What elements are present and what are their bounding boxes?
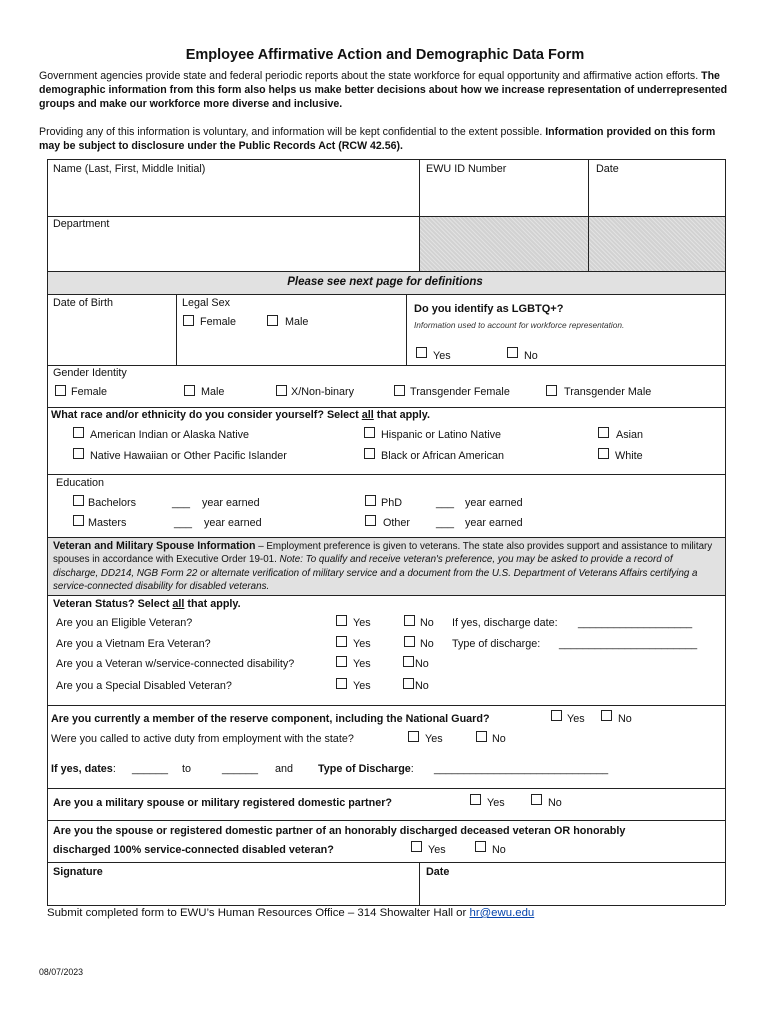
- dates-to-label: to: [182, 763, 192, 775]
- masters-year-label: year earned: [204, 517, 262, 529]
- education-bachelors-label: Bachelors: [88, 497, 137, 509]
- special-disabled-veteran-yes-label: Yes: [353, 680, 371, 692]
- eligible-veteran-no-checkbox[interactable]: [404, 615, 415, 626]
- race-black-label: Black or African American: [381, 450, 505, 462]
- eligible-veteran-yes-label: Yes: [353, 617, 371, 629]
- military-spouse-yes-checkbox[interactable]: [470, 794, 481, 805]
- intro-text: Government agencies provide state and federal periodic reports about the state workforce for equal opportunity and affirmative action efforts.: [39, 70, 699, 82]
- deceased-veteran-no-label: No: [492, 844, 506, 856]
- special-disabled-veteran-no-label: No: [415, 680, 429, 692]
- race-hispanic-label: Hispanic or Latino Native: [381, 429, 502, 441]
- phd-year-label: year earned: [465, 497, 523, 509]
- active-duty-no-checkbox[interactable]: [476, 731, 487, 742]
- veteran-status-text: Veteran Status? Select: [53, 598, 173, 610]
- race-american-indian-label: American Indian or Alaska Native: [90, 429, 250, 441]
- start-date-blank[interactable]: ______: [132, 763, 169, 775]
- department-field-label: Department: [53, 218, 110, 230]
- reserve-discharge-type: [318, 763, 414, 775]
- intro-paragraph: [39, 69, 739, 111]
- reserve-yes-checkbox[interactable]: [551, 710, 562, 721]
- bachelors-year-label: year earned: [202, 497, 260, 509]
- race-question-all: all: [361, 409, 374, 421]
- gender-identity-label: Gender Identity: [53, 367, 127, 379]
- public-records-text: Information provided on this form may be subject to disclosure under the Public Records Act (RCW 42.56).: [39, 126, 716, 152]
- education-bachelors-checkbox[interactable]: [73, 495, 84, 506]
- reserve-discharge-type-label: Type of Discharge: [318, 763, 411, 775]
- submission-instructions: [47, 907, 534, 919]
- signature-label: Signature: [53, 866, 103, 878]
- race-native-hawaiian-checkbox[interactable]: [73, 448, 84, 459]
- gender-female-label: Female: [71, 386, 108, 398]
- disabled-veteran-question: Are you a Veteran w/service-connected disability?: [56, 658, 295, 670]
- vietnam-veteran-yes-label: Yes: [353, 638, 371, 650]
- gender-transgender-female-checkbox[interactable]: [394, 385, 405, 396]
- gender-transgender-male-checkbox[interactable]: [546, 385, 557, 396]
- deceased-veteran-yes-label: Yes: [428, 844, 446, 856]
- if-yes-dates-colon: :: [112, 763, 116, 775]
- legal-sex-male-label: Male: [285, 316, 309, 328]
- lgbtq-note: Information used to account for workforce representation.: [414, 320, 625, 330]
- veteran-info-header: [53, 540, 713, 594]
- active-duty-yes-checkbox[interactable]: [408, 731, 419, 742]
- legal-sex-female-checkbox[interactable]: [183, 315, 194, 326]
- veteran-header-text: – Employment preference is given to veterans. The state also provides support and assistance to military spouses in accordance with Executive Order 19-01.: [53, 541, 713, 566]
- military-spouse-no-checkbox[interactable]: [531, 794, 542, 805]
- special-disabled-veteran-yes-checkbox[interactable]: [336, 678, 347, 689]
- eligible-veteran-question: Are you an Eligible Veteran?: [56, 617, 193, 629]
- confidentiality-paragraph: [39, 125, 739, 153]
- bachelors-year-blank[interactable]: ___: [172, 497, 191, 509]
- reserve-question: Are you currently a member of the reserve component, including the National Guard?: [51, 713, 490, 725]
- dob-label: Date of Birth: [53, 297, 114, 309]
- eligible-veteran-no-label: No: [420, 617, 434, 629]
- military-spouse-question: Are you a military spouse or military registered domestic partner?: [53, 797, 393, 809]
- reserve-no-checkbox[interactable]: [601, 710, 612, 721]
- vietnam-veteran-no-checkbox[interactable]: [404, 636, 415, 647]
- race-black-checkbox[interactable]: [364, 448, 375, 459]
- signature-date-label: Date: [426, 866, 450, 878]
- disabled-veteran-no-checkbox[interactable]: [403, 656, 414, 667]
- race-native-hawaiian-label: Native Hawaiian or Other Pacific Islander: [90, 450, 287, 462]
- reserve-yes-label: Yes: [567, 713, 585, 725]
- end-date-blank[interactable]: ______: [222, 763, 259, 775]
- veteran-status-end: that apply.: [184, 598, 241, 610]
- active-duty-question: Were you called to active duty from employment with the state?: [51, 733, 354, 745]
- legal-sex-female-label: Female: [200, 316, 237, 328]
- military-spouse-no-label: No: [548, 797, 562, 809]
- race-question-end: that apply.: [373, 409, 430, 421]
- active-duty-no-label: No: [492, 733, 506, 745]
- race-white-label: White: [615, 450, 643, 462]
- education-phd-label: PhD: [381, 497, 403, 509]
- race-hispanic-checkbox[interactable]: [364, 427, 375, 438]
- eligible-veteran-yes-checkbox[interactable]: [336, 615, 347, 626]
- gender-transgender-female-label: Transgender Female: [410, 386, 510, 398]
- reserve-discharge-type-colon: :: [410, 763, 414, 775]
- lgbtq-question: Do you identify as LGBTQ+?: [414, 303, 564, 315]
- race-asian-checkbox[interactable]: [598, 427, 609, 438]
- race-american-indian-checkbox[interactable]: [73, 427, 84, 438]
- ewu-id-field-label: EWU ID Number: [426, 163, 507, 175]
- masters-year-blank[interactable]: ___: [174, 517, 193, 529]
- other-year-blank[interactable]: ___: [436, 517, 455, 529]
- discharge-date-blank[interactable]: ___________________: [578, 617, 693, 629]
- discharge-date-label: If yes, discharge date:: [452, 617, 558, 629]
- race-question-text: What race and/or ethnicity do you consider yourself? Select: [51, 409, 362, 421]
- date-field-label: Date: [596, 163, 619, 175]
- vietnam-veteran-yes-checkbox[interactable]: [336, 636, 347, 647]
- education-masters-label: Masters: [88, 517, 127, 529]
- education-label: Education: [56, 477, 105, 489]
- discharge-type-label: Type of discharge:: [452, 638, 541, 650]
- submission-text: Submit completed form to EWU’s Human Resources Office – 314 Showalter Hall or: [47, 907, 470, 919]
- disabled-veteran-yes-label: Yes: [353, 658, 371, 670]
- gender-transgender-male-label: Transgender Male: [564, 386, 652, 398]
- deceased-veteran-no-checkbox[interactable]: [475, 841, 486, 852]
- veteran-header-note: Note: To qualify and receive veteran's preference, you may be asked to provide a record of discharge, DD214, NGB Form 22 or alternate verification of military service and a document from the U.S. Department of Veterans Affairs certifying a service-connected disability for disabled veterans.: [53, 554, 698, 593]
- if-yes-dates-label: If yes, dates: [51, 763, 113, 775]
- veteran-status-label: [53, 598, 241, 610]
- special-disabled-veteran-question: Are you a Special Disabled Veteran?: [56, 680, 232, 692]
- legal-sex-male-checkbox[interactable]: [267, 315, 278, 326]
- deceased-veteran-yes-checkbox[interactable]: [411, 841, 422, 852]
- intro-bold-text: The demographic information from this form also helps us make better decisions about how we increase representation of underrepresented groups and make our workforce more diverse and inclusive.: [39, 70, 728, 110]
- lgbtq-yes-checkbox[interactable]: [416, 347, 427, 358]
- reserve-no-label: No: [618, 713, 632, 725]
- gender-nonbinary-label: X/Non-binary: [291, 386, 355, 398]
- lgbtq-no-label: No: [524, 350, 538, 362]
- education-other-checkbox[interactable]: [365, 515, 376, 526]
- deceased-veteran-question-line2: discharged 100% service-connected disabled veteran?: [53, 844, 334, 856]
- deceased-veteran-question-line1: Are you the spouse or registered domestic partner of an honorably discharged deceased veteran OR honorably: [53, 825, 626, 837]
- disabled-veteran-yes-checkbox[interactable]: [336, 656, 347, 667]
- name-field-label: Name (Last, First, Middle Initial): [53, 163, 206, 175]
- hr-email-link[interactable]: hr@ewu.edu: [469, 907, 535, 919]
- race-asian-label: Asian: [616, 429, 644, 441]
- confidentiality-text: Providing any of this information is voluntary, and information will be kept confidential to the extent possible.: [39, 126, 543, 138]
- veteran-header-title: Veteran and Military Spouse Information: [53, 540, 256, 552]
- disabled-veteran-no-label: No: [415, 658, 429, 670]
- education-other-label: Other: [383, 517, 411, 529]
- education-masters-checkbox[interactable]: [73, 515, 84, 526]
- other-year-label: year earned: [465, 517, 523, 529]
- special-disabled-veteran-no-checkbox[interactable]: [403, 678, 414, 689]
- form-revision-date: 08/07/2023: [39, 967, 84, 977]
- shaded-cells: [419, 216, 725, 271]
- dates-and-label: and: [275, 763, 294, 775]
- vietnam-veteran-no-label: No: [420, 638, 434, 650]
- lgbtq-yes-label: Yes: [433, 350, 451, 362]
- if-yes-dates: [51, 763, 116, 775]
- reserve-discharge-type-blank[interactable]: _____________________________: [434, 763, 609, 775]
- definitions-note: Please see next page for definitions: [287, 276, 483, 288]
- lgbtq-no-checkbox[interactable]: [507, 347, 518, 358]
- discharge-type-blank[interactable]: _______________________: [559, 638, 698, 650]
- gender-nonbinary-checkbox[interactable]: [276, 385, 287, 396]
- veteran-status-all: all: [172, 598, 185, 610]
- phd-year-blank[interactable]: ___: [436, 497, 455, 509]
- vietnam-veteran-question: Are you a Vietnam Era Veteran?: [56, 638, 211, 650]
- gender-female-checkbox[interactable]: [55, 385, 66, 396]
- gender-male-checkbox[interactable]: [184, 385, 195, 396]
- military-spouse-yes-label: Yes: [487, 797, 505, 809]
- active-duty-yes-label: Yes: [425, 733, 443, 745]
- legal-sex-label: Legal Sex: [182, 297, 231, 309]
- race-white-checkbox[interactable]: [598, 448, 609, 459]
- page-title: Employee Affirmative Action and Demographic Data Form: [185, 47, 585, 63]
- race-question: [51, 409, 430, 421]
- gender-male-label: Male: [201, 386, 225, 398]
- education-phd-checkbox[interactable]: [365, 495, 376, 506]
